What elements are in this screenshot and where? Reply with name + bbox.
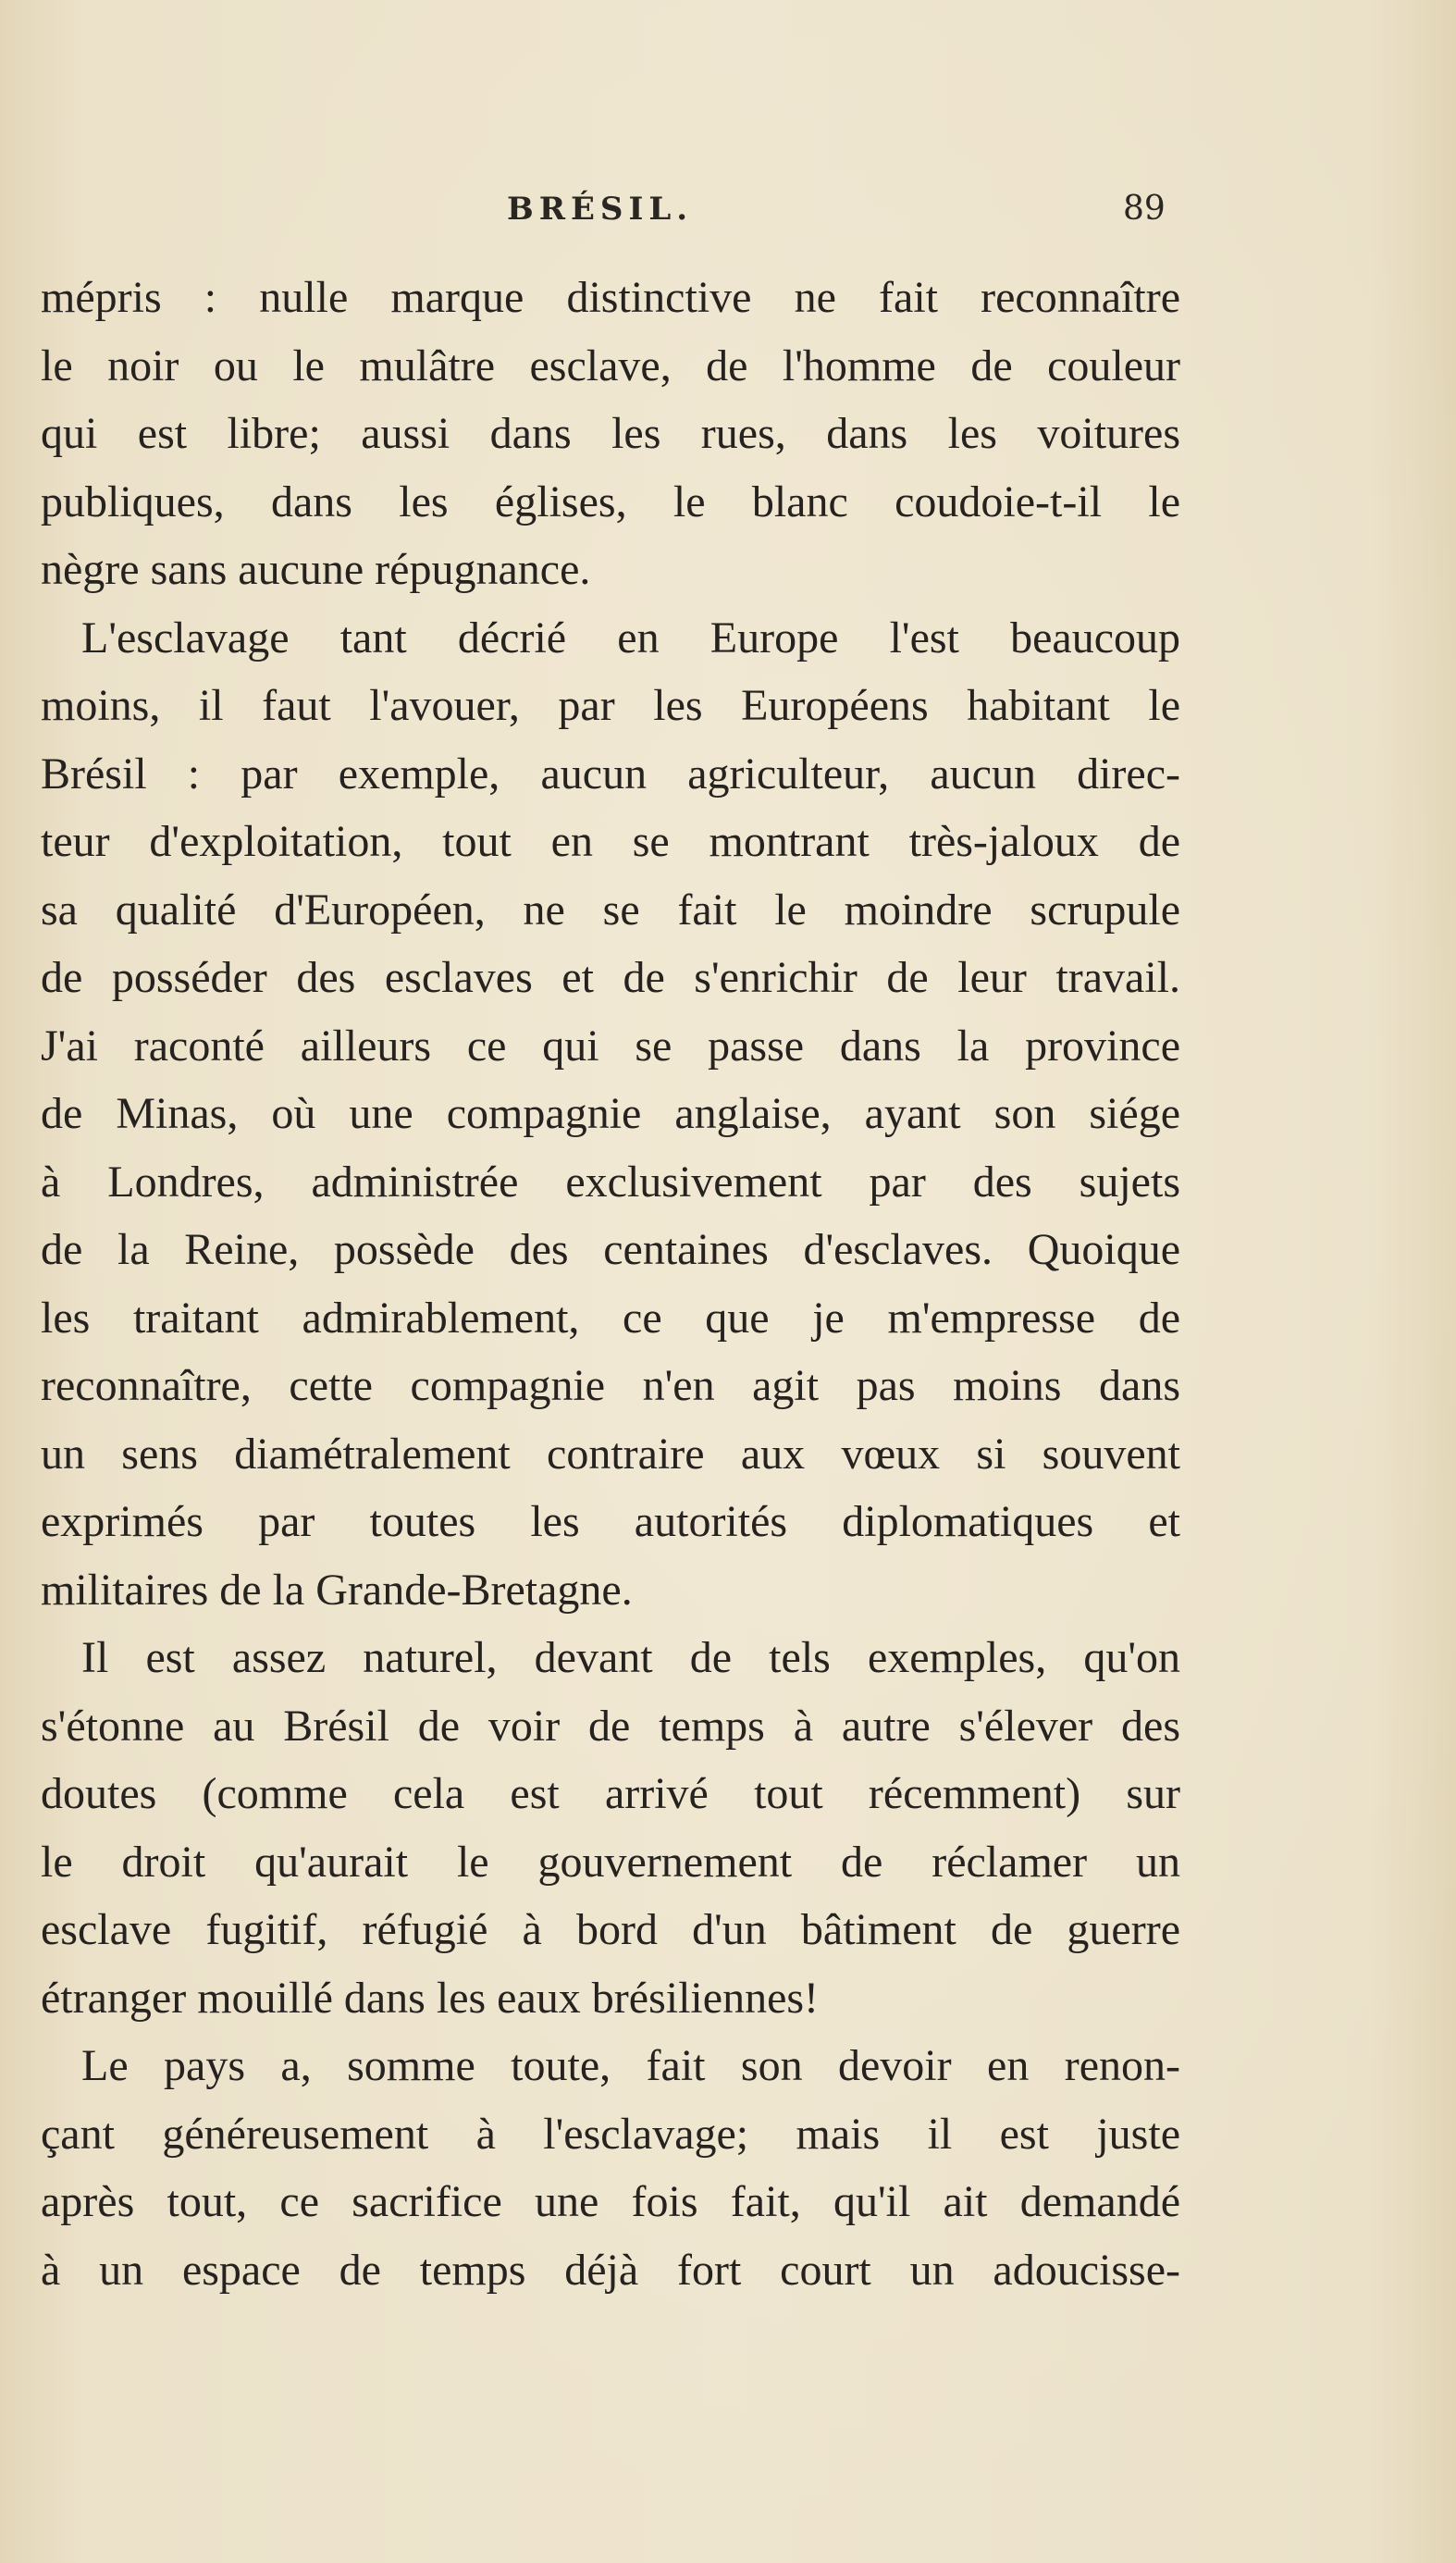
running-head [0,181,1456,237]
text-line: Le pays a, somme toute, fait son devoir en renon- [81,2041,1180,2090]
text-line: esclave fugitif, réfugié à bord d'un bâtiment de guerre [41,1905,1180,1954]
text-line: Il est assez naturel, devant de tels exemples, qu'on [81,1633,1180,1682]
text-line: mépris : nulle marque distinctive ne fait reconnaître [41,273,1180,322]
text-line: reconnaître, cette compagnie n'en agit pas moins dans [41,1361,1180,1410]
text-line: publiques, dans les églises, le blanc coudoie-t-il le [41,477,1180,526]
text-line: sa qualité d'Européen, ne se fait le moindre scrupule [41,885,1180,935]
text-line: à un espace de temps déjà fort court un adoucisse- [41,2245,1180,2295]
text-line: exprimés par toutes les autorités diplomatiques et [41,1497,1180,1546]
text-line: Brésil : par exemple, aucun agriculteur, aucun direc- [41,749,1180,799]
text-line: le noir ou le mulâtre esclave, de l'homme de couleur [41,340,1180,390]
text-line: militaires de la Grande-Bretagne. [41,1565,633,1615]
text-line: de posséder des esclaves et de s'enrichir de leur travail. [41,953,1180,1002]
text-line: à Londres, administrée exclusivement par des sujets [41,1157,1180,1207]
text-line: étranger mouillé dans les eaux brésiliennes! [41,1973,820,2023]
text-line: doutes (comme cela est arrivé tout récemment) sur [41,1769,1180,1818]
running-title: BRÉSIL. [507,191,694,228]
text-line: de Minas, où une compagnie anglaise, ayant son siége [41,1089,1180,1138]
text-line: les traitant admirablement, ce que je m'empresse de [41,1293,1180,1343]
text-line: J'ai raconté ailleurs ce qui se passe dans la province [41,1021,1180,1071]
body-text [41,264,1180,2304]
text-line: s'étonne au Brésil de voir de temps à autre s'élever des [41,1701,1180,1751]
text-line: qui est libre; aussi dans les rues, dans les voitures [41,409,1180,458]
text-line: moins, il faut l'avouer, par les Européens habitant le [41,681,1180,730]
text-line: de la Reine, possède des centaines d'esclaves. Quoique [41,1225,1180,1274]
text-line: le droit qu'aurait le gouvernement de réclamer un [41,1837,1180,1887]
text-line: teur d'exploitation, tout en se montrant très-jaloux de [41,817,1180,866]
text-line: L'esclavage tant décrié en Europe l'est beaucoup [81,613,1180,662]
page-number: 89 [1123,190,1166,228]
text-line: çant généreusement à l'esclavage; mais il est juste [41,2109,1180,2159]
text-line: nègre sans aucune répugnance. [41,545,591,594]
text-line: un sens diamétralement contraire aux vœux si souvent [41,1429,1180,1479]
text-line: après tout, ce sacrifice une fois fait, qu'il ait demandé [41,2177,1180,2226]
